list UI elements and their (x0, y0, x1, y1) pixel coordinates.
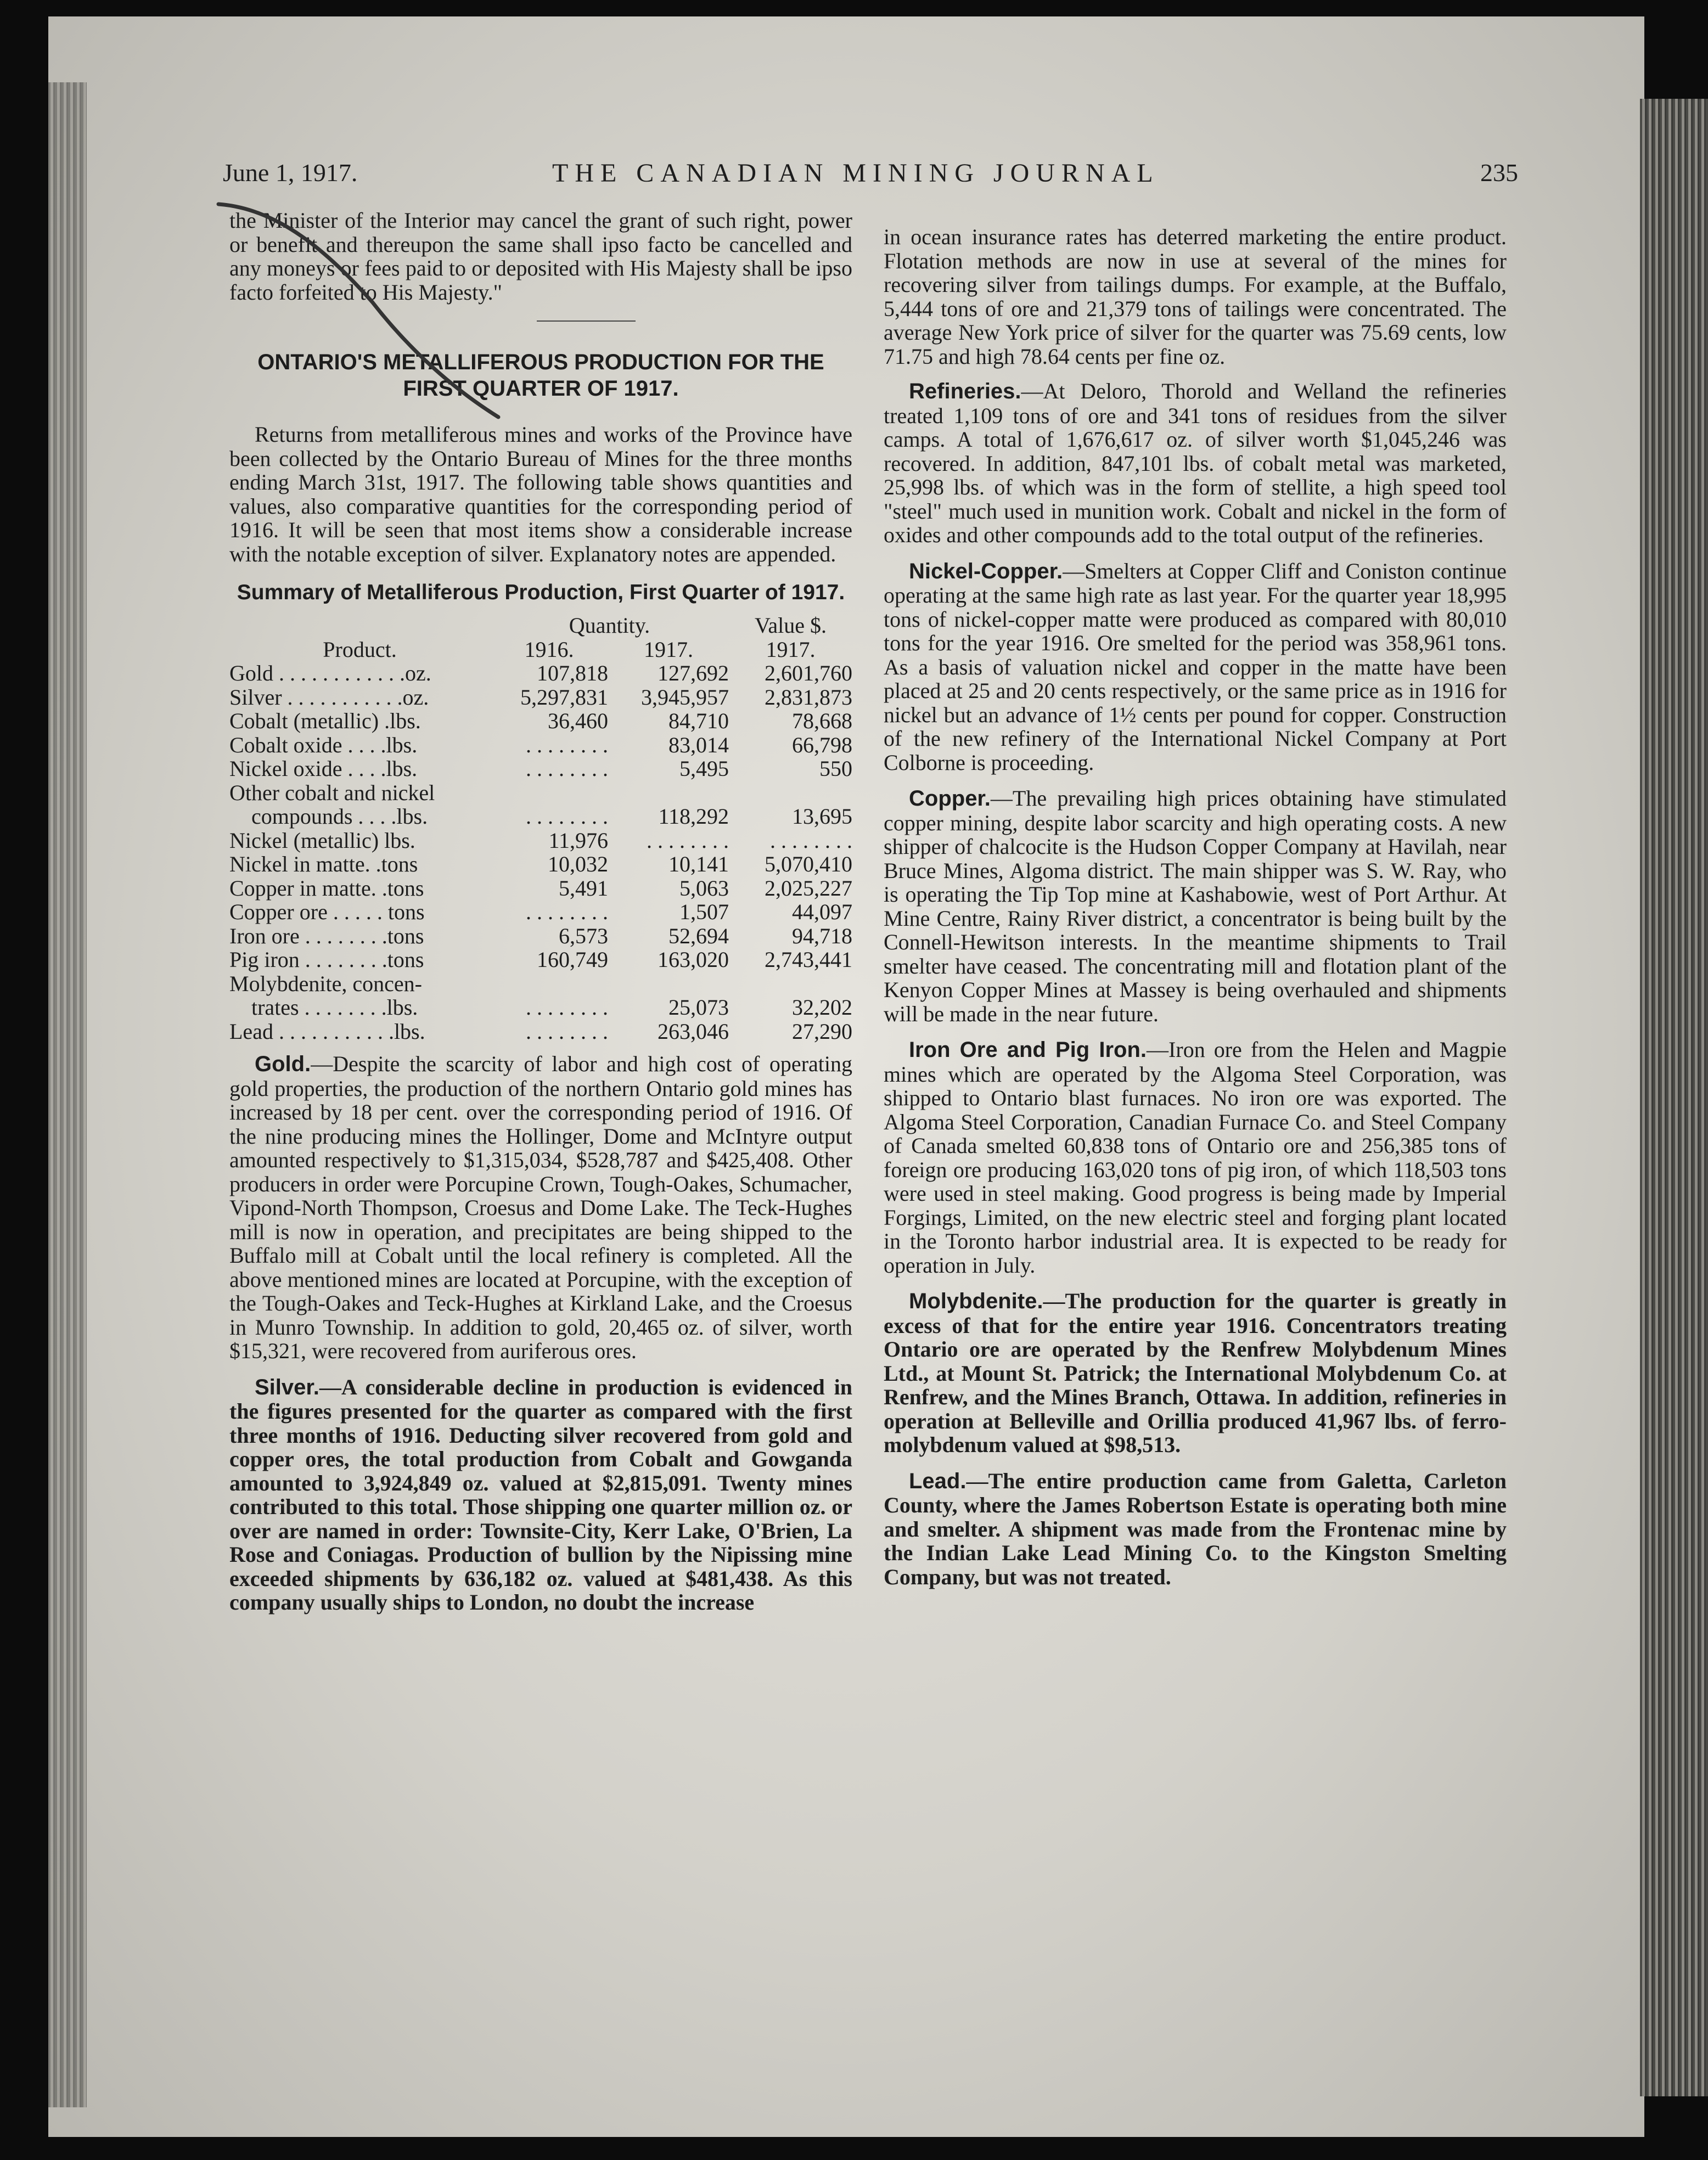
table-cell-value-1917: 5,070,410 (765, 852, 852, 876)
table-row (229, 709, 852, 733)
molybdenite-paragraph (884, 1289, 1507, 1457)
table-cell-quantity-1916: 160,749 (537, 947, 608, 972)
table-cell-product: Cobalt (metallic) .lbs. (229, 708, 421, 733)
journal-page (48, 16, 1644, 2137)
returns-paragraph: Returns from metalliferous mines and works of the Province have been collected by the Ontario Bureau of Mines for the three months ending March 31st, 1917. The following table shows quantities and values, also comparative quantities for the corresponding period of 1916. It will be seen that most items show a considerable increase with the notable exception of silver. Explanatory notes are appended. (229, 422, 852, 566)
table-cell-quantity-1916 (490, 781, 608, 805)
table-cell-value-1917: 13,695 (792, 804, 852, 829)
table-cell-quantity-1917: 83,014 (668, 732, 729, 757)
lead-lead: Lead. (909, 1469, 967, 1493)
table-row (229, 661, 852, 685)
table-cell-quantity-1916: . . . . . . . . (526, 995, 608, 1020)
table-cell-product: trates . . . . . . . .lbs. (229, 995, 418, 1020)
quantity-header: Quantity. (569, 613, 650, 638)
silver-continuation: in ocean insurance rates has deterred marketing the entire product. Flotation methods are now in use at several of the mines for recovering silver from tailings dumps. For example, at the Buffalo, 5,444 tons of ore and 21,379 tons of tailings were concentrated. The average New York price of silver for the quarter was 75.69 cents, low 71.75 and high 78.64 cents per fine oz. (884, 224, 1507, 369)
table-cell-quantity-1916: 6,573 (559, 923, 608, 948)
table-cell-value-1917: 66,798 (792, 732, 852, 757)
nickel-copper-lead: Nickel-Copper. (909, 559, 1063, 583)
table-row (229, 852, 852, 876)
silver-paragraph (229, 1375, 852, 1615)
table-cell-product: Lead . . . . . . . . . . .lbs. (229, 1019, 425, 1044)
table-cell-quantity-1917: 127,692 (658, 661, 729, 685)
table-cell-quantity-1916: . . . . . . . . (526, 899, 608, 924)
copper-paragraph (884, 786, 1507, 1026)
table-cell-product: Iron ore . . . . . . . .tons (229, 923, 424, 948)
table-cell-quantity-1916: 5,491 (559, 875, 608, 901)
table-cell-product: Cobalt oxide . . . .lbs. (229, 732, 418, 757)
pencil-mark (213, 192, 564, 428)
table-cell-quantity-1916: 5,297,831 (520, 684, 608, 710)
page-edge-right (1640, 99, 1708, 2096)
table-cell-value-1917: 2,831,873 (765, 684, 852, 710)
table-cell-value-1917: 94,718 (792, 923, 852, 948)
table-cell-quantity-1916: 11,976 (548, 828, 608, 853)
table-cell-quantity-1916: . . . . . . . . (526, 732, 608, 757)
silver-lead: Silver. (255, 1375, 319, 1399)
nickel-copper-paragraph (884, 559, 1507, 775)
silver-text: —A considerable decline in production is evidenced in the figures presented for the quarter as compared with the first three months of 1916. Deducting silver recovered from gold and copper ores, the total production from Cobalt and Gowganda amounted to 3,924,849 oz. valued at $2,815,091. Twenty mines contributed to this total. Those shipping one quarter million oz. or over are named in order: Townsite-City, Kerr Lake, O'Brien, La Rose and Coniagas. Production of bullion by the Nipissing mine exceeded shipments by 636,182 oz. valued at $481,438. As this company usually ships to London, no doubt the increase (229, 1374, 852, 1615)
table-cell-product: Copper in matte. .tons (229, 875, 424, 901)
table-cell-quantity-1917: 52,694 (668, 923, 729, 948)
table-cell-quantity-1917: 84,710 (668, 708, 729, 733)
table-cell-quantity-1916: . . . . . . . . (526, 756, 608, 781)
table-cell-quantity-1916: 36,460 (548, 708, 608, 733)
iron-paragraph (884, 1038, 1507, 1277)
gold-paragraph (229, 1052, 852, 1363)
header-page-number: 235 (1480, 159, 1518, 187)
header-date: June 1, 1917. (223, 159, 358, 187)
table-cell-value-1917 (729, 972, 852, 996)
copper-lead: Copper. (909, 786, 991, 811)
table-cell-quantity-1916: . . . . . . . . (526, 1019, 608, 1044)
gold-text: —Despite the scarcity of labor and high cost of operating gold properties, the production of the northern Ontario gold mines has increased by 18 per cent. over the corresponding period of 1916. Of the nine producing mines the Hollinger, Dome and McIntyre output amounted respectively to $1,315,034, $528,787 and $425,408. Other producers in order were Porcupine Crown, Tough-Oakes, Schumacher, Vipond-North Thompson, Croesus and Dome Lake. The Teck-Hughes mill is now in operation, and precipitates are being shipped to the Buffalo mill at Cobalt until the local refinery is completed. All the above mentioned mines are located at Porcupine, with the exception of the Tough-Oakes and Teck-Hughes at Kirkland Lake, and the Croesus in Munro Township. In addition to gold, 20,465 oz. of silver, worth $15,321, were recovered from auriferous ores. (229, 1051, 852, 1363)
table-cell-quantity-1916: 107,818 (537, 661, 608, 685)
year-1916-header: 1916. (524, 637, 574, 662)
product-header: Product. (323, 637, 397, 662)
table-row (229, 685, 852, 710)
table-row (229, 781, 852, 805)
table-cell-product: Nickel in matte. .tons (229, 852, 418, 876)
table-cell-value-1917 (729, 781, 852, 805)
table-cell-product: Copper ore . . . . . tons (229, 899, 425, 924)
table-cell-product: compounds . . . .lbs. (229, 804, 428, 829)
gold-lead: Gold. (255, 1052, 311, 1076)
table-cell-quantity-1917: 263,046 (658, 1019, 729, 1044)
intro-paragraph: the Minister of the Interior may cancel the grant of such right, power or benefit and thereupon the same shall ipso facto be cancelled and any moneys or fees paid to or deposited with His Majesty shall be ipso facto forfeited to His Majesty." (229, 208, 852, 305)
year-1917-header: 1917. (644, 637, 693, 662)
right-column (884, 225, 1507, 1589)
table-cell-product: Nickel (metallic) lbs. (229, 828, 415, 853)
table-cell-quantity-1917: 10,141 (668, 852, 729, 876)
lead-text: —The entire production came from Galetta, Carleton County, where the James Robertson Estate is operating both mine and smelter. A shipment was made from the Frontenac mine by the Indian Lake Lead Mining Co. to the Kingston Smelting Company, but was not treated. (884, 1468, 1507, 1589)
copper-text: —The prevailing high prices obtaining have stimulated copper mining, despite labor scarcity and high operating costs. A new shipper of chalcocite is the Hudson Copper Company at Havilah, near Bruce Mines, Algoma district. The main shipper was S. W. Ray, who is operating the Tip Top mine at Kashabowie, west of Port Arthur. At Mine Centre, Rainy River district, a concentrator is being built by the Connell-Hewitson interests. In the meantime shipments to Trail smelter have ceased. The concentrating mill and flotation plant of the Kenyon Copper Mines at Massey is being overhauled and shipments will be made in the near future. (884, 786, 1507, 1026)
iron-text: —Iron ore from the Helen and Magpie mines which are operated by the Algoma Steel Corporation, was shipped to Ontario blast furnaces. No iron ore was exported. The Algoma Steel Corporation, Canadian Furnace Co. and Steel Company of Canada smelted 60,838 tons of Ontario ore and 256,385 tons of foreign ore producing 163,020 tons of pig iron, of which 118,503 tons were used in steel making. Good progress is being made by Imperial Forgings, Limited, on the new electric steel and forging plant located in the Toronto harbor industrial area. It is expected to be ready for operation in July. (884, 1037, 1507, 1278)
table-cell-quantity-1917 (608, 972, 729, 996)
table-row (229, 757, 852, 781)
table-row (229, 900, 852, 924)
table-row (229, 829, 852, 853)
table-row (229, 1020, 852, 1044)
table-cell-quantity-1916: 10,032 (548, 852, 608, 876)
table-cell-value-1917: . . . . . . . . (770, 828, 852, 853)
table-cell-value-1917: 78,668 (792, 708, 852, 733)
table-cell-quantity-1917: 1,507 (679, 899, 729, 924)
table-row (229, 948, 852, 972)
table-cell-product: Molybdenite, concen- (229, 971, 422, 996)
table-cell-quantity-1916: . . . . . . . . (526, 804, 608, 829)
refineries-lead: Refineries. (909, 379, 1021, 403)
table-cell-product: Nickel oxide . . . .lbs. (229, 756, 418, 781)
table-row (229, 924, 852, 948)
iron-lead: Iron Ore and Pig Iron. (909, 1038, 1147, 1062)
table-cell-value-1917: 32,202 (792, 995, 852, 1020)
molybdenite-lead: Molybdenite. (909, 1289, 1043, 1313)
table-title: Summary of Metalliferous Production, First Quarter of 1917. (237, 581, 845, 604)
table-cell-quantity-1917: 25,073 (668, 995, 729, 1020)
table-cell-quantity-1917: 3,945,957 (641, 684, 729, 710)
table-cell-product: Pig iron . . . . . . . .tons (229, 947, 424, 972)
table-cell-product: Other cobalt and nickel (229, 780, 435, 805)
table-cell-product: Gold . . . . . . . . . . . .oz. (229, 661, 431, 685)
table-cell-product: Silver . . . . . . . . . . .oz. (229, 684, 429, 710)
nickel-copper-text: —Smelters at Copper Cliff and Coniston continue operating at the same high rate as last year. For the quarter year 18,995 tons of nickel-copper matte were produced as compared with 80,010 tons for the year 1916. Ore smelted for the period was 358,961 tons. As a basis of valuation nickel and copper in the matte have been placed at 25 and 20 cents respectively, or the same price as in 1916 for nickel but an advance of 1½ cents per pound for copper. Construction of the new refinery of the International Nickel Company at Port Colborne is proceeding. (884, 558, 1507, 775)
table-cell-quantity-1917: 5,063 (679, 875, 729, 901)
table-row (229, 876, 852, 901)
refineries-paragraph (884, 379, 1507, 547)
table-cell-quantity-1917 (608, 781, 729, 805)
table-cell-value-1917: 44,097 (792, 899, 852, 924)
table-row (229, 972, 852, 996)
table-cell-quantity-1917: 118,292 (658, 804, 729, 829)
table-cell-quantity-1917: 163,020 (658, 947, 729, 972)
table-cell-quantity-1917: . . . . . . . . (647, 828, 729, 853)
refineries-text: —At Deloro, Thorold and Welland the refineries treated 1,109 tons of ore and 341 tons of residues from the silver camps. A total of 1,676,617 oz. of silver worth $1,045,246 was recovered. In addition, 847,101 lbs. of cobalt metal was marketed, 25,998 lbs. of which was in the form of stellite, a high speed tool "steel" much used in munition work. Cobalt and nickel in the form of oxides and other compounds add to the total output of the refineries. (884, 379, 1507, 547)
table-cell-quantity-1916 (490, 972, 608, 996)
value-header: Value $. (754, 613, 827, 638)
table-row (229, 733, 852, 757)
page-header (179, 158, 1518, 196)
table-row (229, 805, 852, 829)
table-cell-value-1917: 27,290 (792, 1019, 852, 1044)
production-summary-table (229, 614, 852, 1043)
article-heading: ONTARIO'S METALLIFEROUS PRODUCTION FOR THE FIRST QUARTER OF 1917. (257, 350, 824, 401)
table-cell-value-1917: 2,743,441 (765, 947, 852, 972)
header-journal-title: THE CANADIAN MINING JOURNAL (552, 159, 1160, 188)
table-cell-quantity-1917: 5,495 (679, 756, 729, 781)
page-edge-left (48, 82, 87, 2107)
molybdenite-text: —The production for the quarter is greatly in excess of that for the entire year 1916. Concentrators treating Ontario ore are operated by the Renfrew Molybdenum Mines Ltd., at Mount St. Patrick; the International Molybdenum Co. at Renfrew, and the Mines Branch, Ottawa. In addition, refineries in operation at Belleville and Orillia produced 41,967 lbs. of ferro-molybdenum valued at $98,513. (884, 1289, 1507, 1457)
table-cell-value-1917: 2,025,227 (765, 875, 852, 901)
value-year-header: 1917. (766, 637, 816, 662)
lead-paragraph (884, 1469, 1507, 1589)
table-row (229, 995, 852, 1020)
table-cell-value-1917: 550 (819, 756, 852, 781)
table-cell-value-1917: 2,601,760 (765, 661, 852, 685)
